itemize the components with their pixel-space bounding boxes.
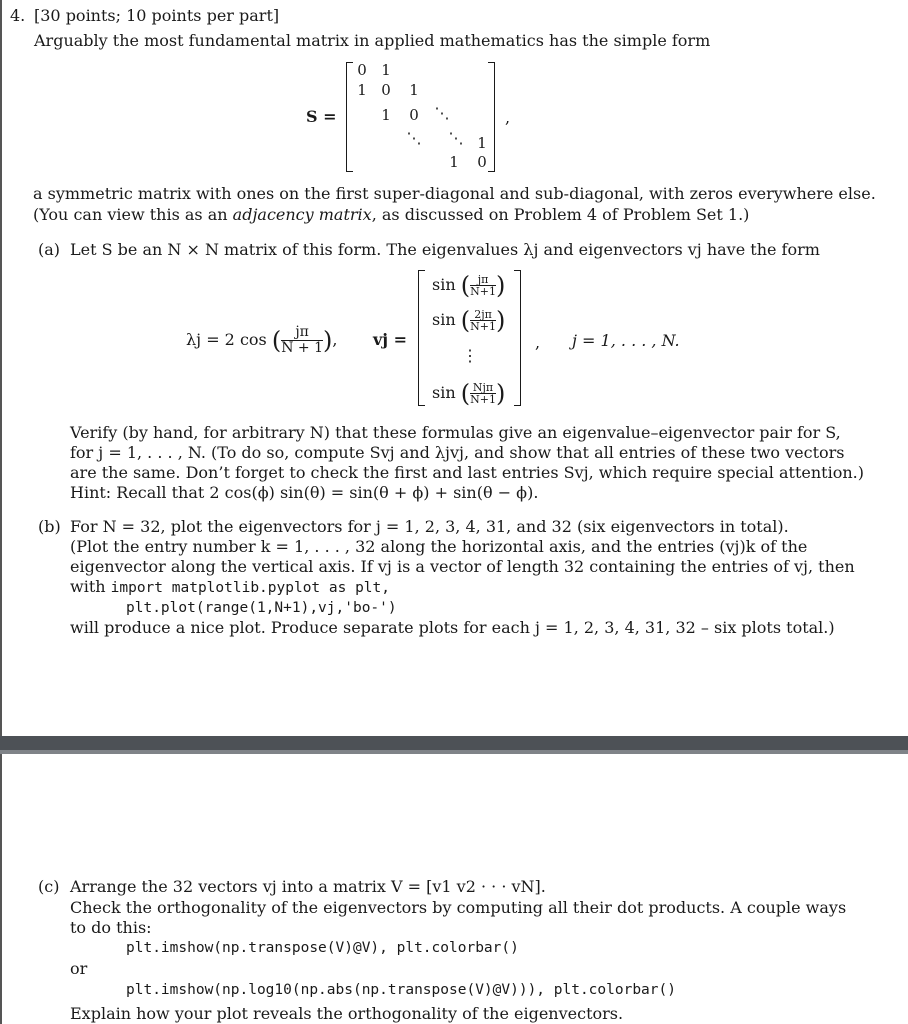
code-inline: import matplotlib.pyplot as plt, (110, 580, 390, 596)
matrix-cell: 1 (357, 81, 367, 99)
vector-entry: sin ( $\frac{2j\pi}{N+1}$ ) (432, 306, 506, 335)
part-b-text: eigenvector along the vertical axis. If vj is a vector of length 32 containing the entries of vj, then (70, 557, 855, 576)
matrix-cell: 1 (381, 61, 391, 79)
problem-number: 4. (10, 6, 26, 25)
matrix-label: S = (306, 107, 337, 126)
matrix-cell: 0 (381, 81, 391, 99)
part-c-text: Check the orthogonality of the eigenvectors by computing all their dot products. A couple ways (70, 898, 847, 917)
part-b-text: with import matplotlib.pyplot as plt, (70, 577, 390, 596)
eigenvalue-formula: λj = 2 cos ( $\frac{j\pi}{N + 1}$ ), (186, 324, 338, 356)
vector-left-bracket (418, 270, 425, 406)
vector-right-bracket (514, 270, 521, 406)
matrix-cell: 1 (477, 134, 487, 152)
page-separator (0, 736, 908, 750)
part-b-text: For N = 32, plot the eigenvectors for j = 1, 2, 3, 4, 31, and 32 (six eigenvectors in total). (70, 517, 789, 536)
part-a-text: are the same. Don’t forget to check the first and last entries Svj, which require special attention.) (70, 463, 864, 482)
page-edge (0, 752, 2, 1024)
matrix-cell: 0 (477, 153, 487, 171)
code-line: plt.plot(range(1,N+1),vj,'bo-') (126, 600, 397, 616)
part-b-text: will produce a nice plot. Produce separate plots for each j = 1, 2, 3, 4, 31, 32 – six plots total.) (70, 618, 835, 637)
matrix-cell: 1 (381, 106, 391, 124)
page-separator-shadow (0, 750, 908, 754)
part-a-intro: Let S be an N × N matrix of this form. The eigenvalues λj and eigenvectors vj have the form (70, 240, 820, 259)
part-c-text: Explain how your plot reveals the orthogonality of the eigenvectors. (70, 1004, 624, 1023)
matrix-cell: 1 (449, 153, 459, 171)
vector-entry: sin ( $\frac{\text{Njπ}}{N+1}$ ) (432, 379, 506, 408)
matrix-note: (You can view this as an adjacency matrix, as discussed on Problem 4 of Problem Set 1.) (33, 205, 750, 224)
vector-comma: , (535, 333, 541, 352)
problem-intro: Arguably the most fundamental matrix in applied mathematics has the simple form (34, 31, 711, 50)
matrix-description: a symmetric matrix with ones on the first super-diagonal and sub-diagonal, with zeros everywhere else. (33, 184, 876, 203)
matrix-cell: ⋱ (406, 129, 422, 147)
part-c-text: Arrange the 32 vectors vj into a matrix V = [v1 v2 · · · vN]. (70, 877, 546, 896)
part-a-text: Verify (by hand, for arbitrary N) that these formulas give an eigenvalue–eigenvector pair for S, (70, 423, 841, 442)
matrix-cell: ⋱ (434, 104, 450, 122)
part-c-label: (c) (38, 877, 60, 896)
part-b-label: (b) (38, 517, 61, 536)
matrix-comma: , (505, 108, 511, 127)
eigenvector-label: vj = (373, 330, 408, 349)
page-edge (0, 0, 2, 740)
part-a-text: for j = 1, . . . , N. (To do so, compute Svj and λjvj, and show that all entries of these two vectors (70, 443, 845, 462)
matrix-cell: ⋱ (448, 129, 464, 147)
code-line: plt.imshow(np.log10(np.abs(np.transpose(V)@V))), plt.colorbar() (126, 982, 676, 998)
j-range: j = 1, . . . , N. (572, 331, 680, 350)
part-a-label: (a) (38, 240, 61, 259)
problem-points: [30 points; 10 points per part] (34, 6, 280, 25)
vector-vdots: ⋮ (462, 346, 478, 365)
or-word: or (70, 959, 88, 978)
matrix-cell: 1 (409, 81, 419, 99)
matrix-cell: 0 (409, 106, 419, 124)
vector-entry: sin ( $\frac{j\pi}{N+1}$ ) (432, 271, 506, 300)
part-a-hint: Hint: Recall that 2 cos(ϕ) sin(θ) = sin(θ + ϕ) + sin(θ − ϕ). (70, 483, 539, 502)
code-line: plt.imshow(np.transpose(V)@V), plt.colorbar() (126, 940, 519, 956)
part-b-text: (Plot the entry number k = 1, . . . , 32 along the horizontal axis, and the entries (vj)k of the (70, 537, 808, 556)
matrix-cell: 0 (357, 61, 367, 79)
part-c-text: to do this: (70, 918, 152, 937)
